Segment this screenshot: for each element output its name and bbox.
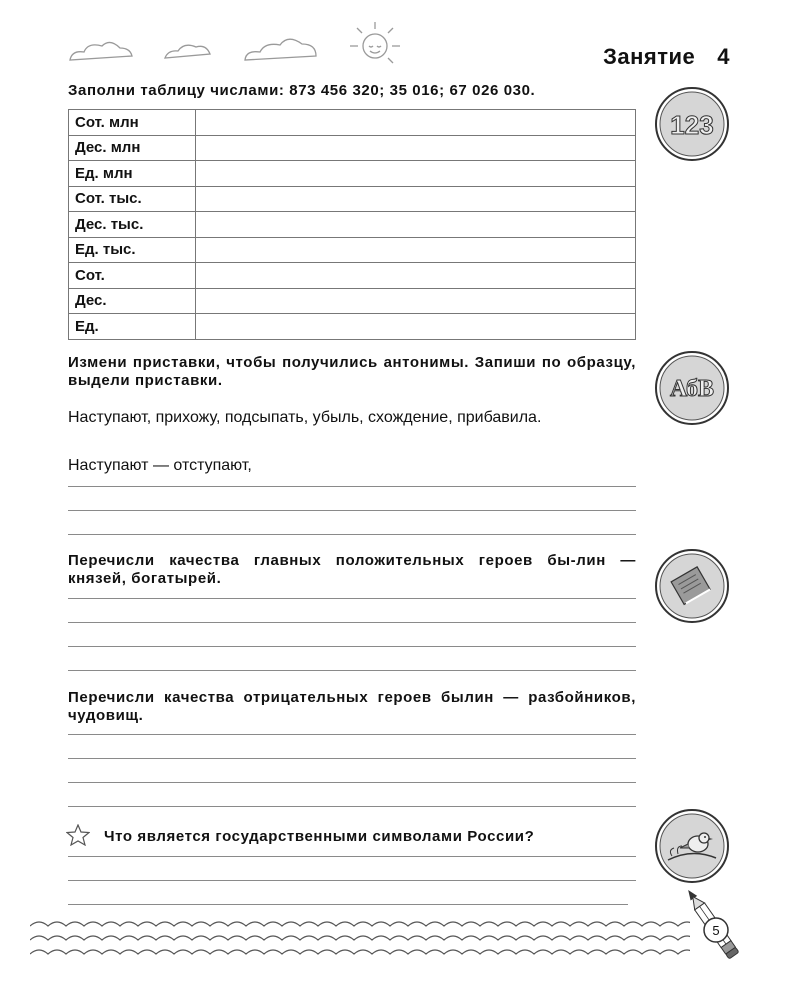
task-2-words: Наступают, прихожу, подсыпать, убыль, схождение, прибавила. [68, 409, 542, 426]
table-row [69, 186, 636, 212]
table-row [69, 314, 636, 340]
answer-line[interactable] [68, 734, 636, 735]
letters-badge-text: АбВ [669, 376, 715, 402]
numbers-badge-icon [654, 86, 730, 162]
table-row [69, 110, 636, 136]
answer-line[interactable] [68, 598, 636, 599]
table-row [69, 263, 636, 289]
answer-line[interactable] [68, 534, 636, 535]
table-row [69, 237, 636, 263]
answer-line[interactable] [68, 622, 636, 623]
place-value-cell[interactable] [196, 212, 636, 238]
answer-line[interactable] [68, 670, 636, 671]
star-icon [66, 824, 90, 846]
pencil-icon [682, 886, 752, 966]
lesson-title [603, 44, 730, 70]
page-number: 5 [712, 923, 720, 938]
place-value-cell[interactable] [196, 237, 636, 263]
book-badge-icon [654, 548, 730, 624]
place-value-table [68, 109, 636, 340]
table-row [69, 212, 636, 238]
task-3-instruction: Перечисли качества главных положительных героев бы-лин — князей, богатырей. [68, 552, 636, 587]
wave-border-decoration [30, 912, 690, 962]
task-2-instruction: Измени приставки, чтобы получились антонимы. Запиши по образцу, выдели приставки. [68, 354, 636, 389]
task-5-instruction: Что является государственными символами России? [104, 828, 535, 845]
place-value-label: Ед. тыс. [69, 237, 196, 263]
task-2-example: Наступают — отступают, [68, 457, 252, 474]
table-row [69, 161, 636, 187]
lesson-title-text: Занятие [603, 44, 696, 69]
answer-line[interactable] [68, 806, 636, 807]
place-value-cell[interactable] [196, 110, 636, 136]
task-4-instruction: Перечисли качества отрицательных героев былин — разбойников, чудовищ. [68, 689, 636, 724]
table-row [69, 135, 636, 161]
place-value-label: Дес. [69, 288, 196, 314]
bird-badge-icon [654, 808, 730, 884]
place-value-label: Сот. [69, 263, 196, 289]
answer-line[interactable] [68, 856, 636, 857]
place-value-label: Сот. тыс. [69, 186, 196, 212]
lesson-number: 4 [717, 44, 730, 69]
place-value-cell[interactable] [196, 314, 636, 340]
place-value-label: Дес. млн [69, 135, 196, 161]
place-value-label: Дес. тыс. [69, 212, 196, 238]
letters-badge-icon [654, 350, 730, 426]
answer-line[interactable] [68, 646, 636, 647]
numbers-badge-text: 123 [670, 110, 714, 140]
answer-line[interactable] [68, 904, 628, 905]
table-row [69, 288, 636, 314]
place-value-cell[interactable] [196, 263, 636, 289]
clouds-sun-decoration [60, 20, 420, 70]
place-value-cell[interactable] [196, 161, 636, 187]
answer-line[interactable] [68, 486, 636, 487]
place-value-label: Ед. [69, 314, 196, 340]
place-value-cell[interactable] [196, 186, 636, 212]
place-value-cell[interactable] [196, 135, 636, 161]
place-value-cell[interactable] [196, 288, 636, 314]
answer-line[interactable] [68, 510, 636, 511]
answer-line[interactable] [68, 782, 636, 783]
place-value-label: Сот. млн [69, 110, 196, 136]
task-1-instruction: Заполни таблицу числами: 873 456 320; 35 016; 67 026 030. [68, 82, 536, 99]
answer-line[interactable] [68, 758, 636, 759]
place-value-label: Ед. млн [69, 161, 196, 187]
answer-line[interactable] [68, 880, 636, 881]
